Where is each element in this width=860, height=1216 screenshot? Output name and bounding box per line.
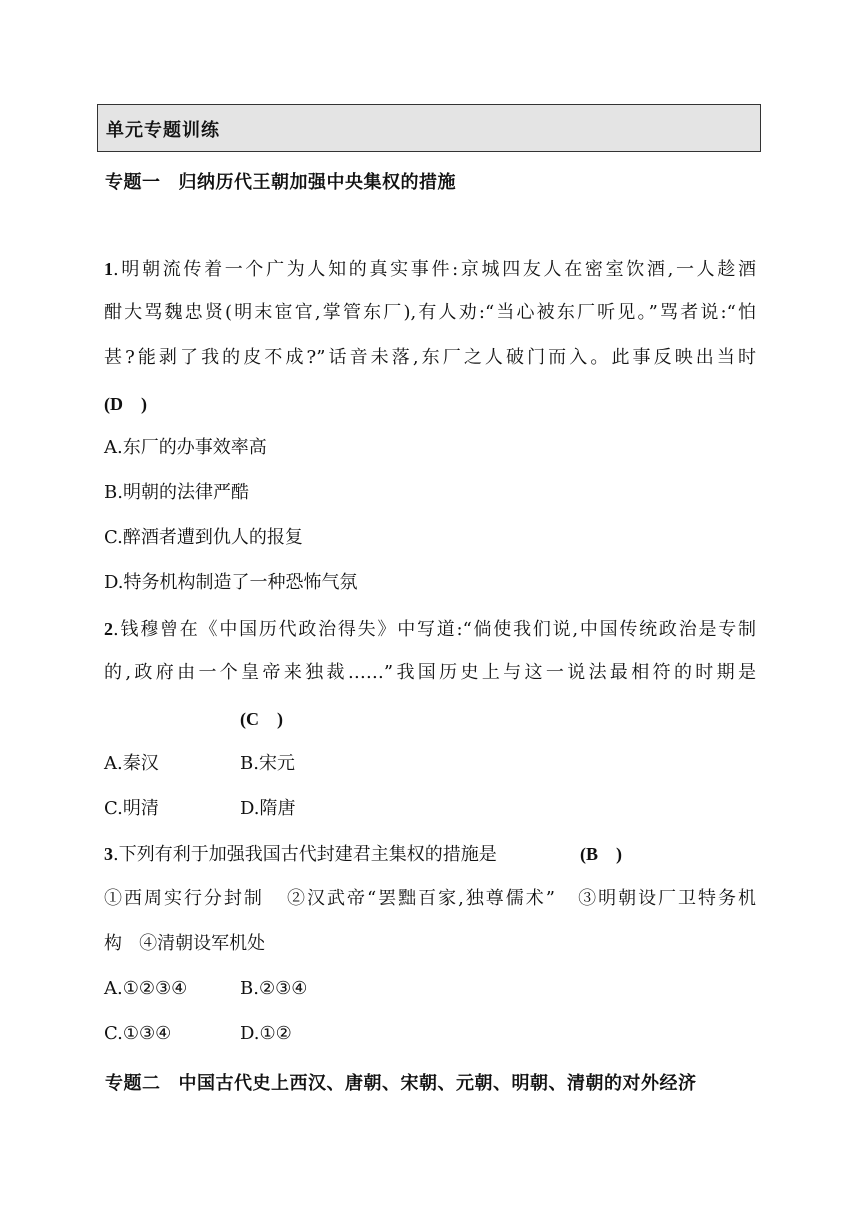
q2-text1: .钱穆曾在《中国历代政治得失》中写道:“倘使我们说,中国传统政治是专制 — [113, 619, 756, 640]
q3-text1: .下列有利于加强我国古代封建君主集权的措施是 — [113, 844, 497, 865]
unit-title-box — [97, 104, 761, 152]
q3-answer: (B ) — [580, 844, 622, 864]
q3-line1 — [104, 843, 497, 866]
q1-option-c: C.醉酒者遭到仇人的报复 — [104, 527, 303, 548]
q2-option-a: A.秦汉 — [104, 753, 159, 774]
q3-option-d: D.①② — [240, 1023, 292, 1044]
unit-title: 单元专题训练 — [106, 120, 220, 141]
topic1-label: 专题一 — [105, 172, 161, 193]
topic2-label: 专题二 — [105, 1073, 161, 1094]
q1-option-a: A.东厂的办事效率高 — [104, 437, 267, 458]
q2-line1 — [104, 618, 756, 641]
q1-number: 1 — [104, 259, 113, 279]
q3-line3: 构 ④清朝设军机处 — [104, 933, 266, 954]
q2-answer: (C ) — [240, 709, 283, 729]
q1-option-d: D.特务机构制造了一种恐怖气氛 — [104, 572, 358, 593]
topic1-title: 归纳历代王朝加强中央集权的措施 — [178, 172, 456, 193]
q3-option-b: B.②③④ — [240, 978, 308, 999]
q2-option-d: D.隋唐 — [240, 798, 296, 819]
q2-line2: 的,政府由一个皇帝来独裁……”我国历史上与这一说法最相符的时期是 — [104, 662, 756, 683]
q2-option-c: C.明清 — [104, 798, 159, 819]
q3-line2: ①西周实行分封制 ②汉武帝“罢黜百家,独尊儒术” ③明朝设厂卫特务机 — [104, 888, 756, 909]
topic1-heading — [105, 168, 456, 194]
topic2-title: 中国古代史上西汉、唐朝、宋朝、元朝、明朝、清朝的对外经济 — [178, 1073, 697, 1094]
q1-line1 — [104, 258, 756, 281]
q3-option-a: A.①②③④ — [104, 978, 188, 999]
q2-number: 2 — [104, 619, 113, 639]
q3-option-c: C.①③④ — [104, 1023, 172, 1044]
q1-answer: (D ) — [104, 394, 147, 414]
q3-number: 3 — [104, 844, 113, 864]
q2-option-b: B.宋元 — [240, 753, 295, 774]
q1-text1: .明朝流传着一个广为人知的真实事件:京城四友人在密室饮酒,一人趁酒 — [113, 259, 756, 280]
topic2-heading — [105, 1069, 697, 1095]
q1-option-b: B.明朝的法律严酷 — [104, 482, 249, 503]
q1-line3: 甚?能剥了我的皮不成?”话音未落,东厂之人破门而入。此事反映出当时 — [104, 347, 756, 368]
q1-line2: 酣大骂魏忠贤(明末宦官,掌管东厂),有人劝:“当心被东厂听见。”骂者说:“怕 — [104, 302, 756, 323]
